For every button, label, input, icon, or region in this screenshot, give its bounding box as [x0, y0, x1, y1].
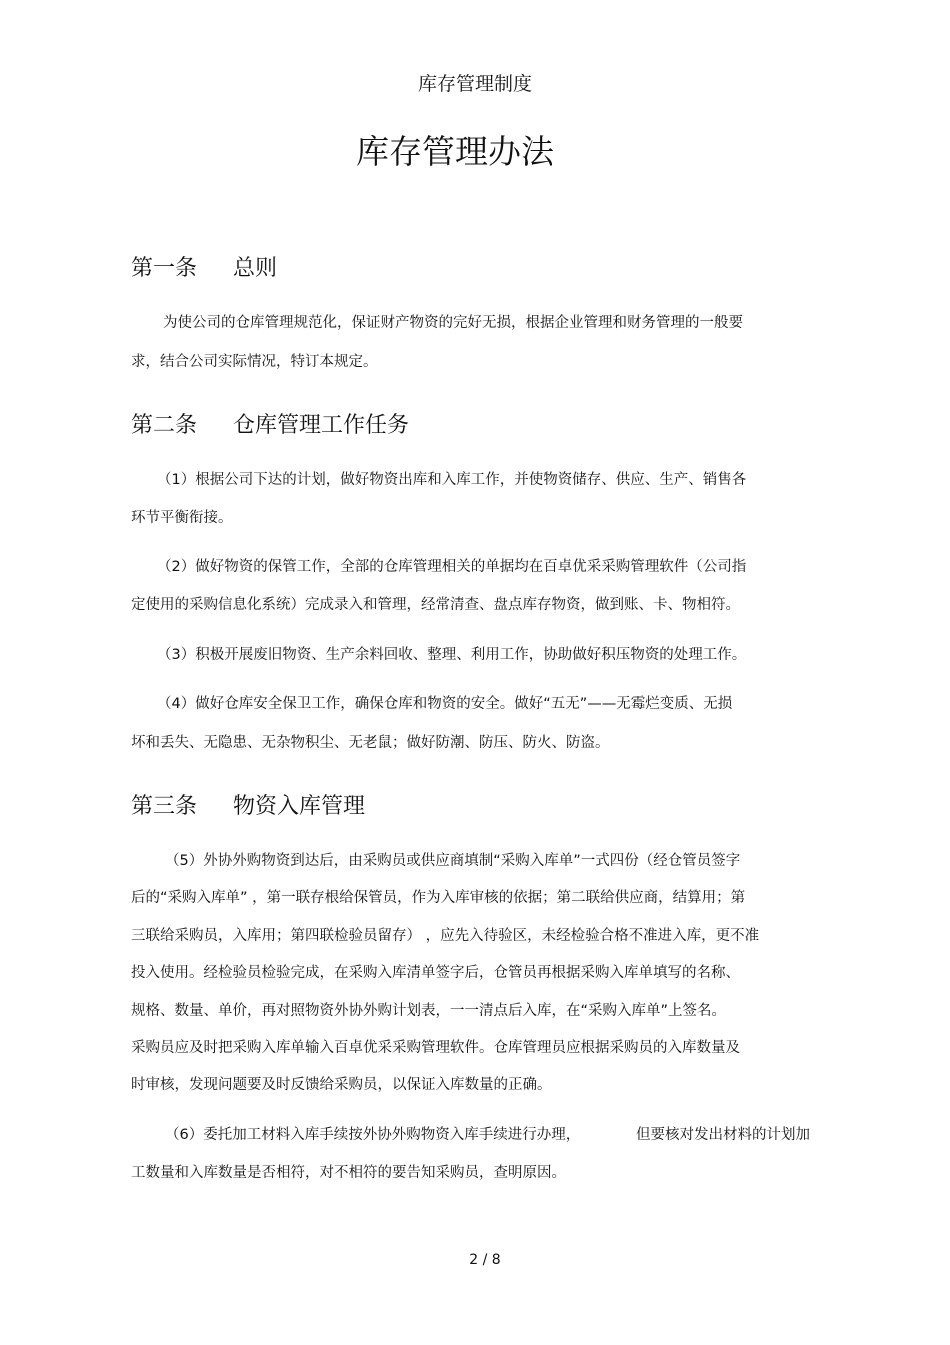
s3-p5-line-6: 采购员应及时把采购入库单输入百卓优采采购管理软件。仓库管理员应根据采购员的入库数量及 — [131, 1040, 740, 1056]
header-title: 库存管理制度 — [417, 73, 532, 95]
section-1-number: 第一条 — [131, 256, 198, 281]
s2-p2-line-1: （2）做好物资的保管工作，全部的仓库管理相关的单据均在百卓优采采购管理软件（公司指 — [157, 559, 747, 575]
page-number: 2 / 8 — [469, 1252, 501, 1268]
s2-p4-line-1: （4）做好仓库安全保卫工作，确保仓库和物资的安全。做好“五无”——无霉烂变质、无损 — [157, 696, 733, 712]
s3-p5-line-2: 后的“采购入库单” ，第一联存根给保管员，作为入库审核的依据；第二联给供应商，结算用；第 — [131, 890, 746, 906]
s2-p1-line-1: （1）根据公司下达的计划，做好物资出库和入库工作，并使物资储存、供应、生产、销售各 — [157, 472, 747, 488]
section-2-title: 仓库管理工作任务 — [233, 413, 410, 438]
s3-p6-line-2: 工数量和入库数量是否相符，对不相符的要告知采购员，查明原因。 — [131, 1165, 566, 1181]
s3-p5-line-5: 规格、数量、单价，再对照物资外协外购计划表，一一清点后入库，在“采购入库单”上签名。 — [131, 1003, 727, 1019]
section-2-number: 第二条 — [131, 413, 198, 438]
s3-p6-line-1b: 但要核对发出材料的计划加 — [636, 1127, 810, 1143]
s2-p3-line-1: （3）积极开展废旧物资、生产余料回收、整理、利用工作，协助做好积压物资的处理工作。 — [157, 647, 747, 663]
s3-p5-line-1: （5）外协外购物资到达后，由采购员或供应商填制“采购入库单”一式四份（经仓管员签字 — [165, 853, 741, 869]
s1-line-2: 求，结合公司实际情况，特订本规定。 — [131, 354, 378, 370]
s3-p6-line-1a: （6）委托加工材料入库手续按外协外购物资入库手续进行办理， — [165, 1127, 581, 1143]
section-3-title: 物资入库管理 — [233, 794, 366, 819]
s3-p5-line-4: 投入使用。经检验员检验完成，在采购入库清单签字后，仓管员再根据采购入库单填写的名称、 — [131, 965, 740, 981]
main-title: 库存管理办法 — [356, 132, 554, 171]
s2-p4-line-2: 坏和丢失、无隐患、无杂物积尘、无老鼠；做好防潮、防压、防火、防盗。 — [131, 735, 610, 751]
s3-p5-line-3: 三联给采购员，入库用；第四联检验员留存） ，应先入待验区，未经检验合格不准进入库，更不准 — [131, 928, 760, 944]
section-3-number: 第三条 — [131, 794, 198, 819]
section-1-title: 总则 — [233, 256, 278, 281]
s2-p1-line-2: 环节平衡衔接。 — [131, 510, 233, 526]
s1-line-1: 为使公司的仓库管理规范化，保证财产物资的完好无损，根据企业管理和财务管理的一般要 — [163, 315, 743, 331]
s3-p5-line-7: 时审核，发现问题要及时反馈给采购员，以保证入库数量的正确。 — [131, 1077, 552, 1093]
s2-p2-line-2: 定使用的采购信息化系统）完成录入和管理，经常清查、盘点库存物资，做到账、卡、物相符。 — [131, 597, 740, 613]
